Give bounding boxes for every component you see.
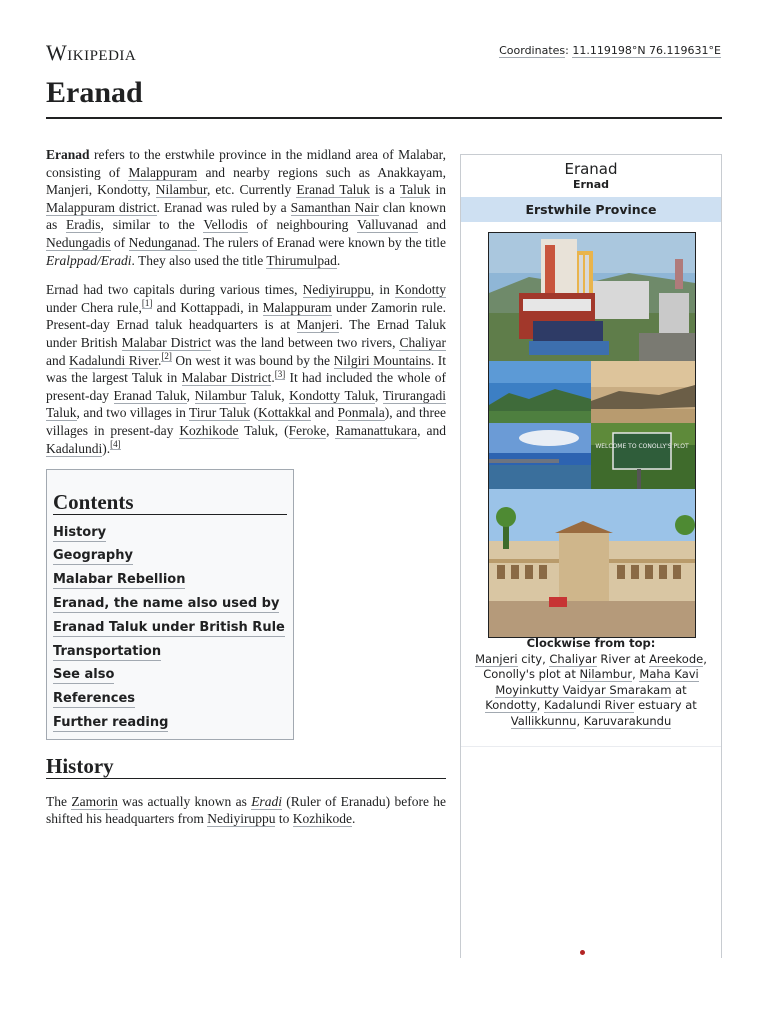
inline-link[interactable]: Vallikkunnu [510, 713, 577, 728]
citation-link[interactable]: [1] [141, 298, 153, 309]
inline-link[interactable]: Nilambur [194, 387, 247, 403]
inline-link[interactable]: Nilambur [579, 667, 633, 682]
montage-conollys-plot [591, 423, 695, 489]
toc-item-geography[interactable]: Geography [53, 548, 133, 564]
inline-link[interactable]: Vellodis [203, 217, 248, 233]
inline-link[interactable]: Nediyiruppu [207, 811, 276, 827]
inline-link[interactable]: Zamorin [71, 793, 118, 809]
caption-text: Manjeri city, Chaliyar River at Areekode, Conolly's plot at Nilambur, Maha Kavi Moyinkutty Vaidyar Smarakam at Kondotty, Kadalundi River estuary at Vallikkunnu, Karuvarakundu [475, 651, 707, 728]
caption-title: Clockwise from top: [526, 636, 656, 650]
citation-link[interactable]: [4] [110, 439, 121, 449]
table-of-contents [46, 469, 294, 740]
inline-link[interactable]: Kottakkal [257, 405, 312, 421]
inline-link[interactable]: Tirurangadi Taluk [46, 387, 446, 421]
location-marker-icon[interactable] [580, 950, 585, 955]
inline-link[interactable]: Kondotty [485, 698, 537, 713]
intro-paragraph-1: Eranad refers to the erstwhile province in the midland area of Malabar, consisting of Malappuram and nearby regions such as Anakkayam, Manjeri, Kondotty, Nilambur, etc. Currently Eranad Taluk is a Taluk in Malappuram district. Eranad was ruled by a Samanthan Nair clan known as Eradis, similar to the Vellodis of neighbouring Valluvanad and Nedungadis of Nedunganad. The rulers of Eranad were known by the title Eralppad/Eradi. They also used the title Thirumulpad. [46, 147, 447, 268]
inline-link[interactable]: Malappuram [128, 164, 198, 180]
citation-link[interactable]: [2] [161, 351, 172, 362]
inline-link[interactable]: Eranad Taluk [296, 182, 370, 198]
coordinates: Coordinates: 11.119198°N 76.119631°E [499, 44, 721, 57]
infobox-divider [461, 746, 721, 747]
coordinates-label[interactable]: Coordinates [499, 44, 566, 57]
inline-link[interactable]: Ponmala [337, 405, 385, 421]
page-title: Eranad [46, 76, 143, 109]
inline-link[interactable]: Malappuram [262, 299, 332, 315]
inline-link[interactable]: Feroke [288, 422, 327, 438]
toc-item-history[interactable]: History [53, 524, 107, 540]
wikipedia-wordmark[interactable]: Wikipedia [46, 40, 137, 65]
inline-link[interactable]: Nedunganad [128, 234, 197, 250]
inline-link[interactable]: Nedungadis [46, 234, 111, 250]
inline-link[interactable]: Chaliyar [549, 651, 597, 666]
inline-link[interactable]: Maha Kavi Moyinkutty Vaidyar Smarakam [495, 667, 699, 697]
infobox-name: Eranad [564, 160, 618, 178]
inline-link[interactable]: Kadalundi [46, 440, 103, 456]
infobox [460, 154, 722, 958]
intro-paragraph-2: Ernad had two capitals during various times, Nediyiruppu, in Kondotty under Chera rule,[1] and Kottappadi, in Malappuram under Zamorin rule. Present-day Ernad taluk headquarters is at Manjeri. The Ernad Taluk under British Malabar District was the land between two rivers, Chaliyar and Kadalundi River.[2] On west it was bound by the Nilgiri Mountains. It was the largest Taluk in Malabar District.[3] It had included the whole of present-day Eranad Taluk, Nilambur Taluk, Kondotty Taluk, Tirurangadi Taluk, and two villages in Tirur Taluk (Kottakkal and Ponmala), and three villages in present-day Kozhikode Taluk, (Feroke, Ramanattukara, and Kadalundi).[4] [46, 282, 447, 456]
inline-link[interactable]: Tirur Taluk [189, 405, 251, 421]
inline-link[interactable]: Kadalundi River [544, 698, 635, 713]
inline-link[interactable]: Eradis [66, 217, 101, 233]
inline-link[interactable]: Nilambur [155, 182, 207, 198]
infobox-caption [469, 636, 713, 730]
lead-term: Eranad [46, 147, 90, 162]
inline-link[interactable]: Manjeri [475, 651, 518, 666]
inline-link[interactable]: Samanthan Nair [290, 199, 379, 215]
infobox-montage-image[interactable] [488, 232, 696, 638]
toc-item-transportation[interactable]: Transportation [53, 643, 162, 659]
section-heading-history: History [46, 758, 446, 779]
montage-chaliyar-river [489, 361, 591, 423]
montage-manjeri-city [489, 233, 695, 361]
inline-link[interactable]: Kadalundi River [69, 352, 159, 368]
inline-link[interactable]: Manjeri [296, 317, 340, 333]
inline-link[interactable]: Thirumulpad [266, 252, 337, 268]
inline-link[interactable]: Eranad Taluk [113, 387, 187, 403]
montage-kadalundi-estuary [591, 361, 695, 423]
inline-link[interactable]: Areekode [649, 651, 704, 666]
coordinates-value[interactable]: 11.119198°N 76.119631°E [572, 44, 721, 57]
inline-link[interactable]: Karuvarakundu [583, 713, 672, 728]
toc-list [53, 523, 287, 729]
montage-svg [489, 233, 695, 637]
toc-item-further-reading[interactable]: Further reading [53, 715, 169, 731]
inline-link[interactable]: Nilgiri Mountains [333, 352, 431, 368]
montage-smarakam [489, 489, 695, 637]
inline-link[interactable]: Malappuram district [46, 199, 157, 215]
history-paragraph-1: The Zamorin was actually known as Eradi (Ruler of Eranadu) before he shifted his headquarters from Nediyiruppu to Kozhikode. [46, 793, 447, 827]
inline-link[interactable]: Kozhikode [179, 422, 239, 438]
article-body [46, 146, 446, 840]
inline-link[interactable]: Ramanattukara [335, 422, 418, 438]
inline-link[interactable]: Kozhikode [292, 811, 352, 827]
inline-link[interactable]: Valluvanad [356, 217, 418, 233]
montage-seascape [489, 423, 591, 489]
inline-link[interactable]: Kondotty Taluk [289, 387, 376, 403]
toc-item-eranad-name[interactable]: Eranad, the name also used by [53, 596, 280, 612]
inline-link[interactable]: Taluk [399, 182, 431, 198]
toc-item-see-also[interactable]: See also [53, 667, 115, 683]
title-divider [46, 117, 722, 119]
infobox-type-header: Erstwhile Province [461, 197, 721, 222]
toc-item-references[interactable]: References [53, 691, 136, 707]
inline-link[interactable]: Kondotty [394, 282, 446, 298]
inline-link[interactable]: Malabar District [121, 334, 212, 350]
toc-item-eranad-taluk-british[interactable]: Eranad Taluk under British Rule [53, 619, 285, 635]
toc-title: Contents [53, 480, 287, 515]
italic-text: Eralppad/Eradi [46, 252, 132, 268]
inline-link[interactable]: Eradi [251, 793, 282, 809]
inline-link[interactable]: Nediyiruppu [302, 282, 371, 298]
sign-text: WELCOME TO CONOLLY'S PLOT [595, 443, 689, 450]
toc-item-malabar-rebellion[interactable]: Malabar Rebellion [53, 572, 186, 588]
inline-link[interactable]: Chaliyar [399, 334, 446, 350]
inline-link[interactable]: Malabar District [181, 370, 272, 386]
citation-link[interactable]: [3] [274, 368, 286, 379]
infobox-native-name: Ernad [572, 178, 610, 191]
